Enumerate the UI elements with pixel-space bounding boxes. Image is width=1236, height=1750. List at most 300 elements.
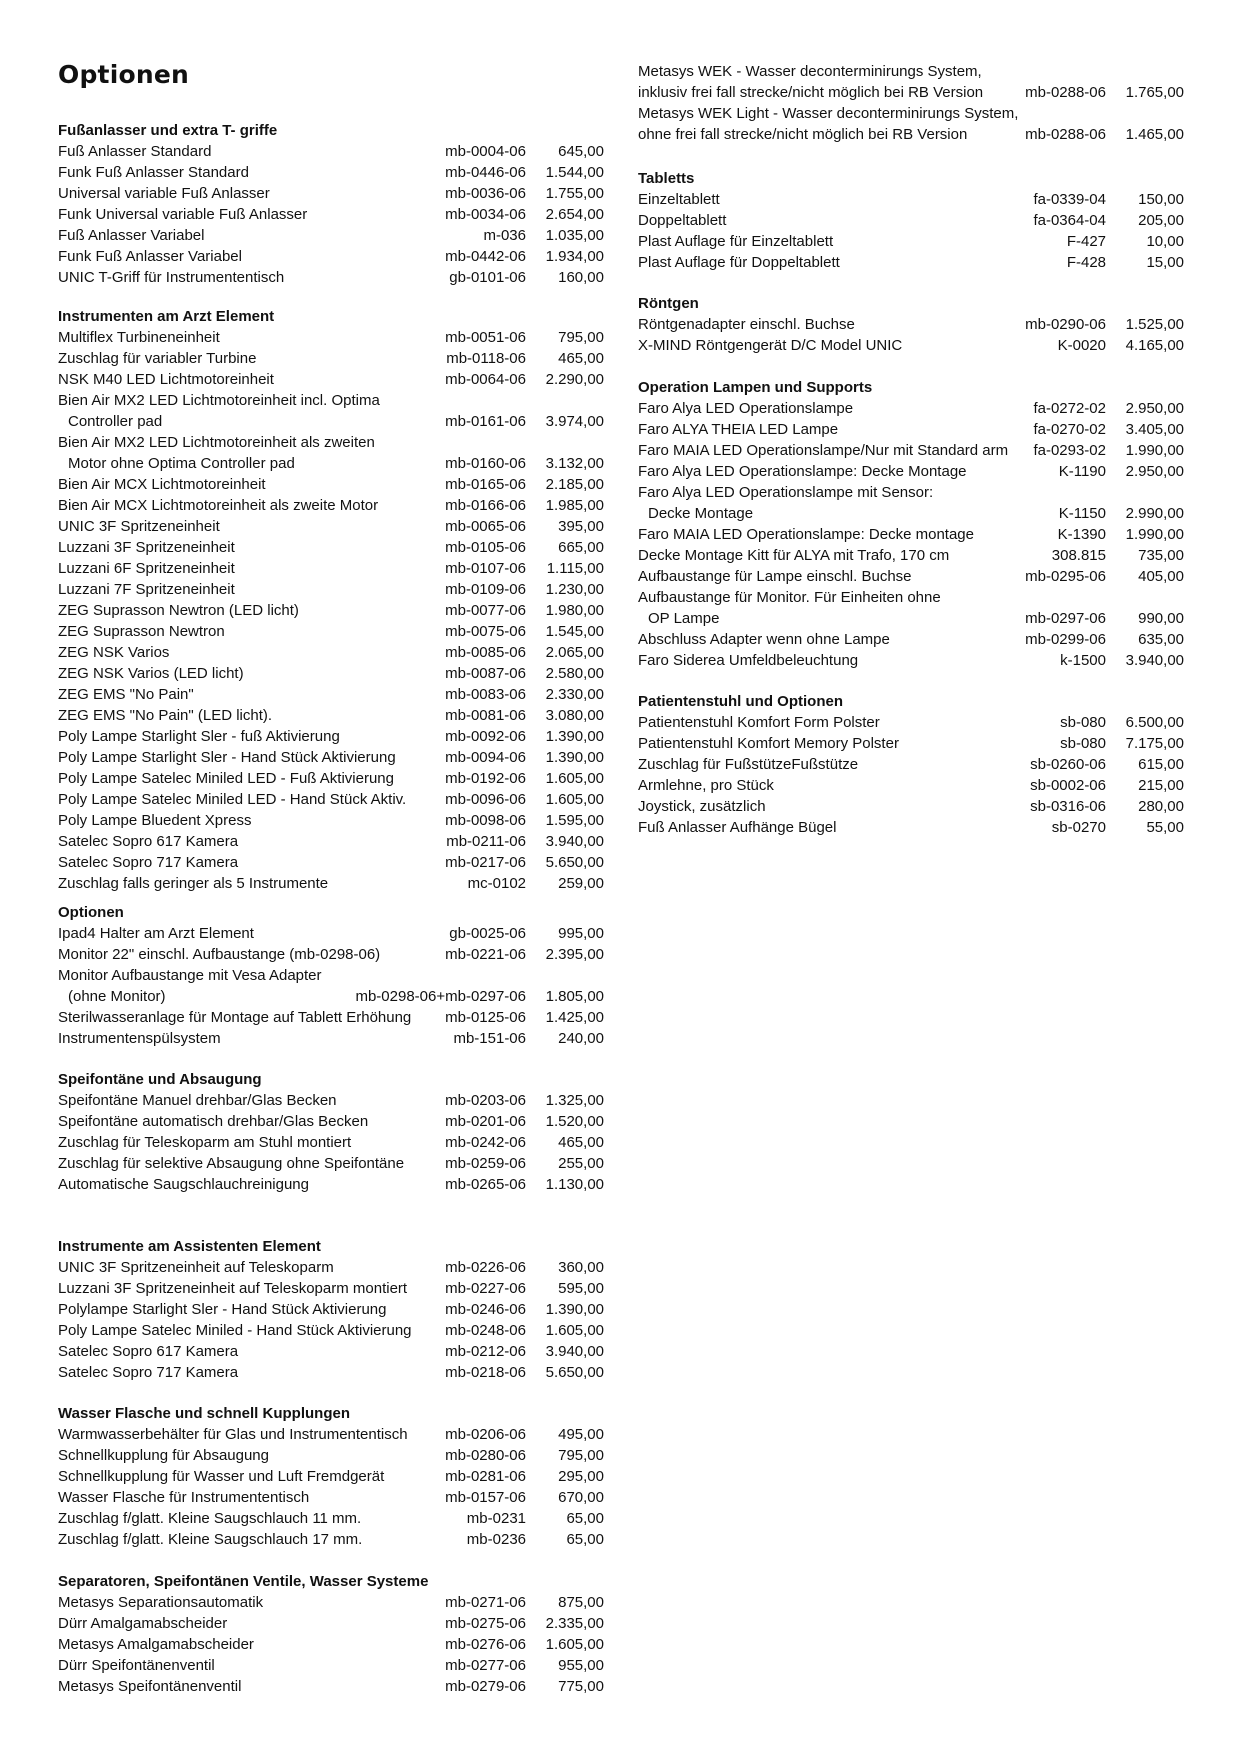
price-row bbox=[58, 411, 604, 432]
item-code: mb-0290-06 bbox=[1025, 316, 1106, 333]
item-code bbox=[1018, 103, 1108, 124]
item-price bbox=[1106, 61, 1184, 82]
price-section bbox=[58, 306, 604, 894]
price-row bbox=[58, 1174, 604, 1195]
price-row bbox=[58, 621, 604, 642]
price-row bbox=[58, 684, 604, 705]
price-row bbox=[638, 629, 1184, 650]
price-section bbox=[58, 1571, 604, 1697]
price-row bbox=[638, 82, 1184, 103]
section-title: Optionen bbox=[58, 904, 124, 921]
item-price: 240,00 bbox=[558, 1030, 604, 1047]
item-price: 1.115,00 bbox=[546, 560, 604, 577]
item-price: 795,00 bbox=[558, 1447, 604, 1464]
price-row bbox=[638, 189, 1184, 210]
item-price: 1.545,00 bbox=[545, 623, 604, 640]
item-description: Fuß Anlasser Variabel bbox=[58, 227, 205, 244]
item-code: mb-0004-06 bbox=[445, 143, 526, 160]
page-title: Optionen bbox=[58, 60, 189, 89]
price-row bbox=[638, 314, 1184, 335]
item-code: mb-151-06 bbox=[453, 1030, 526, 1047]
item-description: Joystick, zusätzlich bbox=[638, 798, 766, 815]
item-code: mb-0226-06 bbox=[445, 1259, 526, 1276]
item-description: Monitor 22" einschl. Aufbaustange (mb-0298-06) bbox=[58, 946, 381, 963]
item-code: fa-0364-04 bbox=[1033, 212, 1106, 229]
item-description: Aufbaustange für Lampe einschl. Buchse bbox=[638, 568, 912, 585]
item-description: Luzzani 3F Spritzeneinheit bbox=[58, 539, 235, 556]
item-price: 1.325,00 bbox=[545, 1092, 604, 1109]
item-price: 1.595,00 bbox=[545, 812, 604, 829]
item-code: mb-0051-06 bbox=[445, 329, 526, 346]
item-price: 2.950,00 bbox=[1125, 463, 1184, 480]
item-code: K-1190 bbox=[1058, 463, 1106, 480]
item-description: (ohne Monitor) bbox=[68, 988, 166, 1005]
item-price: 775,00 bbox=[558, 1678, 604, 1695]
price-row bbox=[58, 663, 604, 684]
item-price: 10,00 bbox=[1146, 233, 1184, 250]
price-row bbox=[58, 1445, 604, 1466]
item-code: mb-0218-06 bbox=[445, 1364, 526, 1381]
item-price bbox=[526, 390, 604, 411]
item-code: mb-0259-06 bbox=[445, 1155, 526, 1172]
price-row bbox=[58, 600, 604, 621]
item-price: 2.330,00 bbox=[545, 686, 604, 703]
item-price: 4.165,00 bbox=[1125, 337, 1184, 354]
item-description: Decke Montage Kitt für ALYA mit Trafo, 170 cm bbox=[638, 547, 950, 564]
item-code: mb-0036-06 bbox=[445, 185, 526, 202]
item-code: mb-0281-06 bbox=[445, 1468, 526, 1485]
item-description: Faro Alya LED Operationslampe: Decke Montage bbox=[638, 463, 967, 480]
item-price: 2.395,00 bbox=[545, 946, 604, 963]
item-price: 1.425,00 bbox=[545, 1009, 604, 1026]
item-price: 2.335,00 bbox=[545, 1615, 604, 1632]
price-section bbox=[638, 377, 1184, 671]
item-price: 3.974,00 bbox=[545, 413, 604, 430]
item-price: 735,00 bbox=[1138, 547, 1184, 564]
item-price: 1.390,00 bbox=[545, 749, 604, 766]
item-description: ZEG Suprasson Newtron bbox=[58, 623, 225, 640]
item-code: mb-0125-06 bbox=[445, 1009, 526, 1026]
item-price: 990,00 bbox=[1138, 610, 1184, 627]
item-price: 3.405,00 bbox=[1125, 421, 1184, 438]
item-description: Luzzani 3F Spritzeneinheit auf Teleskoparm montiert bbox=[58, 1280, 408, 1297]
item-code: sb-0260-06 bbox=[1030, 756, 1106, 773]
item-price: 465,00 bbox=[558, 350, 604, 367]
item-code: k-1500 bbox=[1060, 652, 1106, 669]
item-price: 395,00 bbox=[558, 518, 604, 535]
item-description: Multiflex Turbineneinheit bbox=[58, 329, 220, 346]
item-code: fa-0293-02 bbox=[1033, 442, 1106, 459]
item-code: mb-0227-06 bbox=[445, 1280, 526, 1297]
price-row bbox=[58, 348, 604, 369]
item-description: Satelec Sopro 617 Kamera bbox=[58, 833, 239, 850]
price-row bbox=[638, 335, 1184, 356]
item-code: mb-0105-06 bbox=[445, 539, 526, 556]
price-row bbox=[58, 1341, 604, 1362]
item-code: mb-0276-06 bbox=[445, 1636, 526, 1653]
price-section bbox=[58, 120, 604, 288]
price-row bbox=[638, 103, 1184, 124]
item-code: F-427 bbox=[1066, 233, 1106, 250]
item-code: gb-0101-06 bbox=[449, 269, 526, 286]
item-description: ohne frei fall strecke/nicht möglich bei RB Version bbox=[638, 126, 968, 143]
section-title: Wasser Flasche und schnell Kupplungen bbox=[58, 1405, 350, 1422]
item-description: Instrumentenspülsystem bbox=[58, 1030, 221, 1047]
item-price: 955,00 bbox=[558, 1657, 604, 1674]
price-row bbox=[58, 516, 604, 537]
item-code: mb-0166-06 bbox=[445, 497, 526, 514]
item-price: 2.950,00 bbox=[1125, 400, 1184, 417]
item-code: mb-0092-06 bbox=[445, 728, 526, 745]
item-code: mc-0102 bbox=[467, 875, 526, 892]
price-row bbox=[58, 453, 604, 474]
price-row bbox=[638, 733, 1184, 754]
price-row bbox=[58, 1299, 604, 1320]
item-code: mb-0280-06 bbox=[445, 1447, 526, 1464]
item-price: 15,00 bbox=[1146, 254, 1184, 271]
item-code: mb-0165-06 bbox=[445, 476, 526, 493]
price-row bbox=[638, 503, 1184, 524]
section-title: Separatoren, Speifontänen Ventile, Wasser Systeme bbox=[58, 1573, 429, 1590]
item-price: 1.605,00 bbox=[545, 791, 604, 808]
price-row bbox=[58, 726, 604, 747]
item-price: 3.940,00 bbox=[1125, 652, 1184, 669]
item-code: F-428 bbox=[1066, 254, 1106, 271]
item-description: Motor ohne Optima Controller pad bbox=[68, 455, 295, 472]
item-price: 645,00 bbox=[558, 143, 604, 160]
price-row bbox=[638, 252, 1184, 273]
item-code: gb-0025-06 bbox=[449, 925, 526, 942]
item-description: Zuschlag für variabler Turbine bbox=[58, 350, 257, 367]
item-code: mb-0109-06 bbox=[445, 581, 526, 598]
section-title: Tabletts bbox=[638, 170, 695, 187]
price-row bbox=[58, 1362, 604, 1383]
item-description: Sterilwasseranlage für Montage auf Tablett Erhöhung bbox=[58, 1009, 412, 1026]
item-description: Fuß Anlasser Aufhänge Bügel bbox=[638, 819, 837, 836]
item-price: 405,00 bbox=[1138, 568, 1184, 585]
item-price: 6.500,00 bbox=[1125, 714, 1184, 731]
item-code: mb-0107-06 bbox=[445, 560, 526, 577]
item-price: 1.465,00 bbox=[1125, 126, 1184, 143]
item-description: Luzzani 6F Spritzeneinheit bbox=[58, 560, 235, 577]
item-description: Speifontäne automatisch drehbar/Glas Becken bbox=[58, 1113, 369, 1130]
item-description: Zuschlag f/glatt. Kleine Saugschlauch 11 mm. bbox=[58, 1510, 362, 1527]
price-row bbox=[58, 369, 604, 390]
price-row bbox=[58, 474, 604, 495]
item-code: mb-0034-06 bbox=[445, 206, 526, 223]
price-row bbox=[638, 210, 1184, 231]
price-row bbox=[58, 768, 604, 789]
item-code: mb-0299-06 bbox=[1025, 631, 1106, 648]
item-price: 1.390,00 bbox=[545, 728, 604, 745]
item-code: mb-0298-06+mb-0297-06 bbox=[355, 988, 526, 1005]
item-price: 1.230,00 bbox=[545, 581, 604, 598]
item-description: Faro ALYA THEIA LED Lampe bbox=[638, 421, 839, 438]
item-description: Poly Lampe Satelec Miniled LED - Hand Stück Aktiv. bbox=[58, 791, 407, 808]
item-description: Schnellkupplung für Absaugung bbox=[58, 1447, 269, 1464]
price-row bbox=[638, 796, 1184, 817]
item-code: mb-0098-06 bbox=[445, 812, 526, 829]
price-row bbox=[58, 923, 604, 944]
item-description: Satelec Sopro 717 Kamera bbox=[58, 854, 239, 871]
item-description: Metasys Separationsautomatik bbox=[58, 1594, 264, 1611]
price-row bbox=[58, 1487, 604, 1508]
item-description: Bien Air MX2 LED Lichtmotoreinheit incl. Optima bbox=[58, 392, 380, 409]
price-row bbox=[58, 579, 604, 600]
price-row bbox=[58, 1153, 604, 1174]
price-row bbox=[638, 398, 1184, 419]
item-code: mb-0221-06 bbox=[445, 946, 526, 963]
item-code bbox=[426, 432, 526, 453]
price-row bbox=[58, 1132, 604, 1153]
price-row bbox=[58, 1592, 604, 1613]
item-code: mb-0279-06 bbox=[445, 1678, 526, 1695]
item-description: OP Lampe bbox=[648, 610, 720, 627]
price-row bbox=[638, 440, 1184, 461]
item-code: mb-0288-06 bbox=[1025, 84, 1106, 101]
price-row bbox=[58, 558, 604, 579]
item-price: 2.580,00 bbox=[545, 665, 604, 682]
item-code: mb-0242-06 bbox=[445, 1134, 526, 1151]
item-code: mb-0212-06 bbox=[445, 1343, 526, 1360]
item-description: Bien Air MCX Lichtmotoreinheit als zweite Motor bbox=[58, 497, 379, 514]
item-code: mb-0094-06 bbox=[445, 749, 526, 766]
price-row bbox=[638, 712, 1184, 733]
item-code: mb-0288-06 bbox=[1025, 126, 1106, 143]
price-row bbox=[638, 650, 1184, 671]
item-description: Polylampe Starlight Sler - Hand Stück Aktivierung bbox=[58, 1301, 387, 1318]
item-description: Faro Alya LED Operationslampe bbox=[638, 400, 854, 417]
price-row bbox=[58, 831, 604, 852]
section-title: Operation Lampen und Supports bbox=[638, 379, 873, 396]
item-price: 1.980,00 bbox=[545, 602, 604, 619]
price-row bbox=[58, 1676, 604, 1697]
item-price: 1.520,00 bbox=[545, 1113, 604, 1130]
item-description: Zuschlag für selektive Absaugung ohne Speifontäne bbox=[58, 1155, 405, 1172]
item-code: mb-0248-06 bbox=[445, 1322, 526, 1339]
item-description: Plast Auflage für Einzeltablett bbox=[638, 233, 834, 250]
price-row bbox=[58, 390, 604, 411]
item-description: Metasys Amalgamabscheider bbox=[58, 1636, 254, 1653]
item-price: 635,00 bbox=[1138, 631, 1184, 648]
section-title: Instrumenten am Arzt Element bbox=[58, 308, 275, 325]
item-code: mb-0295-06 bbox=[1025, 568, 1106, 585]
item-code: sb-0270 bbox=[1051, 819, 1106, 836]
item-price: 3.132,00 bbox=[545, 455, 604, 472]
item-description: NSK M40 LED Lichtmotoreinheit bbox=[58, 371, 274, 388]
item-description: ZEG NSK Varios (LED licht) bbox=[58, 665, 244, 682]
item-price: 670,00 bbox=[558, 1489, 604, 1506]
item-description: Funk Fuß Anlasser Variabel bbox=[58, 248, 242, 265]
item-code: mb-0192-06 bbox=[445, 770, 526, 787]
item-description: Luzzani 7F Spritzeneinheit bbox=[58, 581, 235, 598]
item-code: mb-0446-06 bbox=[445, 164, 526, 181]
item-price: 1.525,00 bbox=[1125, 316, 1184, 333]
price-row bbox=[58, 246, 604, 267]
item-price: 1.990,00 bbox=[1125, 526, 1184, 543]
item-description: Decke Montage bbox=[648, 505, 754, 522]
item-code: mb-0206-06 bbox=[445, 1426, 526, 1443]
item-price: 3.080,00 bbox=[545, 707, 604, 724]
item-code bbox=[426, 390, 526, 411]
item-description: inklusiv frei fall strecke/nicht möglich bei RB Version bbox=[638, 84, 984, 101]
price-row bbox=[58, 162, 604, 183]
item-code bbox=[1016, 482, 1106, 503]
price-row bbox=[58, 1257, 604, 1278]
item-description: Zuschlag f/glatt. Kleine Saugschlauch 17 mm. bbox=[58, 1531, 363, 1548]
item-price: 1.130,00 bbox=[545, 1176, 604, 1193]
item-description: UNIC 3F Spritzeneinheit bbox=[58, 518, 220, 535]
price-section bbox=[58, 1236, 604, 1383]
price-row bbox=[638, 817, 1184, 838]
item-price: 1.605,00 bbox=[545, 1322, 604, 1339]
item-code: mb-0096-06 bbox=[445, 791, 526, 808]
item-price: 2.990,00 bbox=[1125, 505, 1184, 522]
item-price bbox=[526, 965, 604, 986]
item-price: 7.175,00 bbox=[1125, 735, 1184, 752]
item-description: Funk Universal variable Fuß Anlasser bbox=[58, 206, 308, 223]
item-description: Metasys WEK - Wasser deconterminirungs System, bbox=[638, 63, 982, 80]
item-price: 280,00 bbox=[1138, 798, 1184, 815]
item-code: mb-0065-06 bbox=[445, 518, 526, 535]
item-code: mb-0271-06 bbox=[445, 1594, 526, 1611]
price-row bbox=[58, 1028, 604, 1049]
item-code bbox=[1016, 587, 1106, 608]
item-price: 1.755,00 bbox=[545, 185, 604, 202]
item-description: Bien Air MX2 LED Lichtmotoreinheit als zweiten bbox=[58, 434, 375, 451]
item-price: 5.650,00 bbox=[545, 854, 604, 871]
item-description: Controller pad bbox=[68, 413, 163, 430]
item-code: mb-0157-06 bbox=[445, 1489, 526, 1506]
item-price: 360,00 bbox=[558, 1259, 604, 1276]
item-price: 150,00 bbox=[1138, 191, 1184, 208]
price-row bbox=[58, 537, 604, 558]
price-row bbox=[58, 986, 604, 1007]
item-code: mb-0075-06 bbox=[445, 623, 526, 640]
item-price: 259,00 bbox=[558, 875, 604, 892]
item-code: fa-0270-02 bbox=[1033, 421, 1106, 438]
price-row bbox=[58, 1320, 604, 1341]
item-price: 55,00 bbox=[1146, 819, 1184, 836]
item-description: Röntgenadapter einschl. Buchse bbox=[638, 316, 855, 333]
item-price: 5.650,00 bbox=[545, 1364, 604, 1381]
section-title: Speifontäne und Absaugung bbox=[58, 1071, 262, 1088]
item-description: ZEG EMS "No Pain" bbox=[58, 686, 194, 703]
price-row bbox=[58, 495, 604, 516]
item-description: Dürr Speifontänenventil bbox=[58, 1657, 215, 1674]
item-description: Poly Lampe Bluedent Xpress bbox=[58, 812, 252, 829]
price-row bbox=[58, 1278, 604, 1299]
item-price: 1.985,00 bbox=[545, 497, 604, 514]
item-description: Monitor Aufbaustange mit Vesa Adapter bbox=[58, 967, 322, 984]
price-section bbox=[638, 691, 1184, 838]
item-price: 595,00 bbox=[558, 1280, 604, 1297]
item-description: Abschluss Adapter wenn ohne Lampe bbox=[638, 631, 890, 648]
item-price: 295,00 bbox=[558, 1468, 604, 1485]
item-code bbox=[426, 965, 526, 986]
item-description: Einzeltablett bbox=[638, 191, 720, 208]
item-price bbox=[526, 432, 604, 453]
item-code: fa-0339-04 bbox=[1033, 191, 1106, 208]
item-description: Faro MAIA LED Operationslampe: Decke montage bbox=[638, 526, 974, 543]
price-row bbox=[58, 1508, 604, 1529]
item-description: Patientenstuhl Komfort Memory Polster bbox=[638, 735, 899, 752]
price-row bbox=[58, 204, 604, 225]
item-description: Schnellkupplung für Wasser und Luft Fremdgerät bbox=[58, 1468, 385, 1485]
price-section bbox=[58, 1069, 604, 1195]
price-section bbox=[638, 61, 1184, 145]
item-description: Wasser Flasche für Instrumententisch bbox=[58, 1489, 310, 1506]
item-description: Aufbaustange für Monitor. Für Einheiten ohne bbox=[638, 589, 941, 606]
item-code: K-1390 bbox=[1057, 526, 1106, 543]
price-row bbox=[638, 124, 1184, 145]
item-description: Zuschlag für FußstützeFußstütze bbox=[638, 756, 859, 773]
item-price: 205,00 bbox=[1138, 212, 1184, 229]
item-code: mb-0236 bbox=[466, 1531, 526, 1548]
item-description: Patientenstuhl Komfort Form Polster bbox=[638, 714, 880, 731]
price-row bbox=[58, 1424, 604, 1445]
price-section bbox=[58, 902, 604, 1049]
item-price: 1.990,00 bbox=[1125, 442, 1184, 459]
item-code: mb-0231 bbox=[466, 1510, 526, 1527]
item-code: mb-0203-06 bbox=[445, 1092, 526, 1109]
item-description: Zuschlag falls geringer als 5 Instrumente bbox=[58, 875, 329, 892]
item-code: mb-0211-06 bbox=[446, 833, 526, 850]
item-code: sb-0002-06 bbox=[1030, 777, 1106, 794]
price-row bbox=[638, 775, 1184, 796]
item-description: Automatische Saugschlauchreinigung bbox=[58, 1176, 309, 1193]
price-row bbox=[638, 566, 1184, 587]
item-description: Dürr Amalgamabscheider bbox=[58, 1615, 228, 1632]
item-price: 875,00 bbox=[558, 1594, 604, 1611]
section-title: Instrumente am Assistenten Element bbox=[58, 1238, 321, 1255]
item-price: 1.805,00 bbox=[545, 988, 604, 1005]
item-code bbox=[1016, 61, 1106, 82]
item-description: Satelec Sopro 717 Kamera bbox=[58, 1364, 239, 1381]
item-price: 215,00 bbox=[1138, 777, 1184, 794]
item-description: Bien Air MCX Lichtmotoreinheit bbox=[58, 476, 266, 493]
item-description: Poly Lampe Starlight Sler - fuß Aktivierung bbox=[58, 728, 340, 745]
price-row bbox=[638, 419, 1184, 440]
item-description: X-MIND Röntgengerät D/C Model UNIC bbox=[638, 337, 903, 354]
item-code: mb-0275-06 bbox=[445, 1615, 526, 1632]
item-code: mb-0085-06 bbox=[445, 644, 526, 661]
price-row bbox=[58, 225, 604, 246]
item-code: mb-0277-06 bbox=[445, 1657, 526, 1674]
item-code: mb-0160-06 bbox=[445, 455, 526, 472]
item-code: 308.815 bbox=[1051, 547, 1106, 564]
item-description: Metasys WEK Light - Wasser deconterminirungs System, bbox=[638, 105, 1019, 122]
item-price: 1.934,00 bbox=[545, 248, 604, 265]
price-row bbox=[58, 183, 604, 204]
price-row bbox=[58, 965, 604, 986]
price-section bbox=[638, 168, 1184, 273]
item-description: Universal variable Fuß Anlasser bbox=[58, 185, 270, 202]
price-row bbox=[58, 789, 604, 810]
item-code: mb-0442-06 bbox=[445, 248, 526, 265]
item-description: Ipad4 Halter am Arzt Element bbox=[58, 925, 254, 942]
item-description: Poly Lampe Starlight Sler - Hand Stück Aktivierung bbox=[58, 749, 396, 766]
item-code: K-1150 bbox=[1058, 505, 1106, 522]
section-title: Patientenstuhl und Optionen bbox=[638, 693, 843, 710]
item-price: 495,00 bbox=[558, 1426, 604, 1443]
item-description: Poly Lampe Satelec Miniled - Hand Stück Aktivierung bbox=[58, 1322, 412, 1339]
item-description: Armlehne, pro Stück bbox=[638, 777, 774, 794]
item-price: 1.765,00 bbox=[1125, 84, 1184, 101]
item-price: 2.654,00 bbox=[545, 206, 604, 223]
item-description: Funk Fuß Anlasser Standard bbox=[58, 164, 249, 181]
price-row bbox=[58, 852, 604, 873]
